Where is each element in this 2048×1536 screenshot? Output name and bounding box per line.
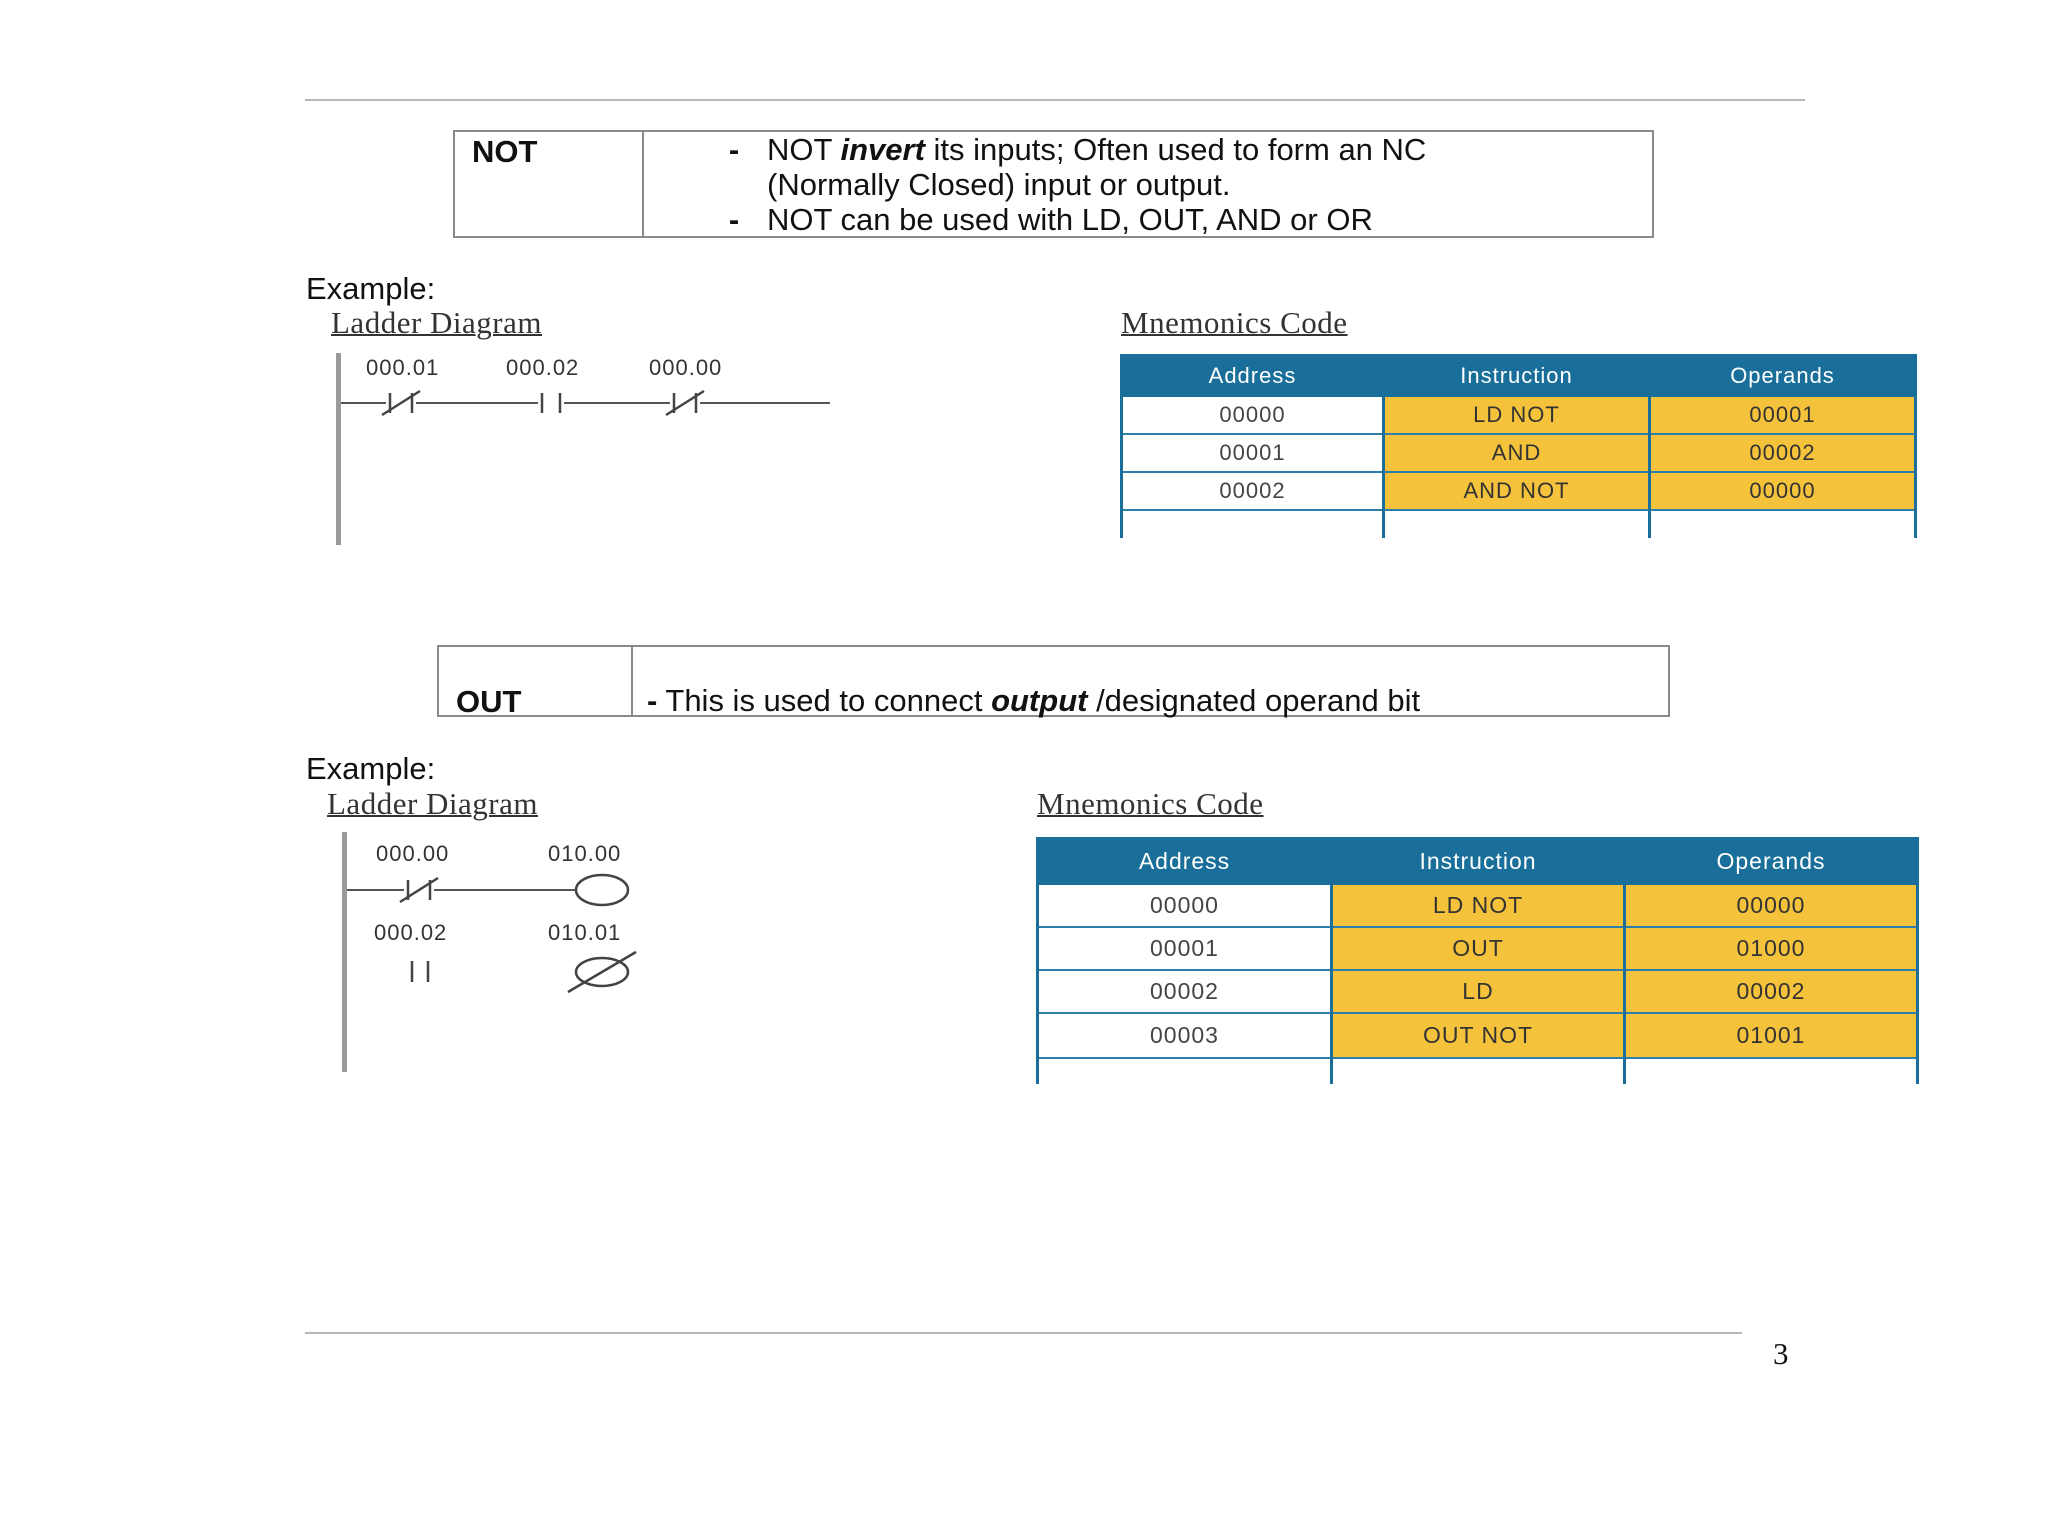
table-row: 00003 OUT NOT 01001 (1038, 1013, 1918, 1058)
table-empty-row (1038, 1058, 1918, 1084)
contact-label-000-01: 000.01 (366, 355, 440, 380)
no-contact-icon (412, 961, 428, 982)
table-empty-row (1122, 510, 1916, 538)
header-address: Address (1122, 356, 1384, 396)
contact-label-000-00: 000.00 (376, 841, 450, 866)
out-definition-box (437, 645, 1670, 717)
example-2-mnemonics-table (1036, 837, 1919, 1084)
coil-label-010-00: 010.00 (548, 841, 622, 866)
not-description (644, 132, 1652, 236)
header-instruction: Instruction (1384, 356, 1650, 396)
table-row: 00000 LD NOT 00001 (1122, 396, 1916, 434)
no-contact-icon (538, 393, 564, 413)
out-description: - This is used to connect output /designated operand bit (647, 683, 1421, 718)
left-power-rail (342, 832, 347, 1072)
example-1-ladder-title: Ladder Diagram (331, 305, 542, 340)
example-1-label: Example: (306, 271, 436, 306)
table-row: 00002 LD 00002 (1038, 970, 1918, 1013)
nc-contact-icon (382, 391, 420, 415)
header-address: Address (1038, 839, 1332, 884)
contact-label-000-02: 000.02 (506, 355, 580, 380)
contact-label-000-00: 000.00 (649, 355, 723, 380)
table-row: 00001 OUT 01000 (1038, 927, 1918, 970)
left-power-rail (336, 353, 341, 545)
contact-label-000-02: 000.02 (374, 920, 448, 945)
not-term: NOT (455, 132, 644, 236)
example-2-mnemonics-title: Mnemonics Code (1037, 786, 1264, 821)
header-operands: Operands (1625, 839, 1918, 884)
header-instruction: Instruction (1332, 839, 1625, 884)
example-2-ladder-title: Ladder Diagram (327, 786, 538, 821)
negated-coil-icon (568, 952, 636, 992)
header-rule (305, 99, 1805, 101)
not-definition-box (453, 130, 1654, 238)
not-bullet-1-continuation: (Normally Closed) input or output. (767, 167, 1231, 202)
out-term: OUT (439, 647, 633, 715)
table-row: 00000 LD NOT 00000 (1038, 884, 1918, 927)
not-bullet-1: - NOT invert its inputs; Often used to form an NC (728, 132, 1427, 167)
table-row: 00001 AND 00002 (1122, 434, 1916, 472)
coil-label-010-01: 010.01 (548, 920, 622, 945)
nc-contact-icon (400, 878, 438, 902)
example-2-ladder-diagram (330, 822, 730, 1072)
example-1-mnemonics-table (1120, 354, 1917, 538)
example-1-mnemonics-title: Mnemonics Code (1121, 305, 1348, 340)
not-bullet-2: - NOT can be used with LD, OUT, AND or OR (728, 202, 1373, 237)
output-coil-icon (576, 875, 628, 905)
example-2-label: Example: (306, 751, 436, 786)
table-row: 00002 AND NOT 00000 (1122, 472, 1916, 510)
header-operands: Operands (1650, 356, 1916, 396)
page-number: 3 (1773, 1336, 1789, 1371)
nc-contact-icon (666, 391, 704, 415)
footer-rule (305, 1332, 1742, 1334)
example-1-ladder-diagram (320, 345, 840, 545)
